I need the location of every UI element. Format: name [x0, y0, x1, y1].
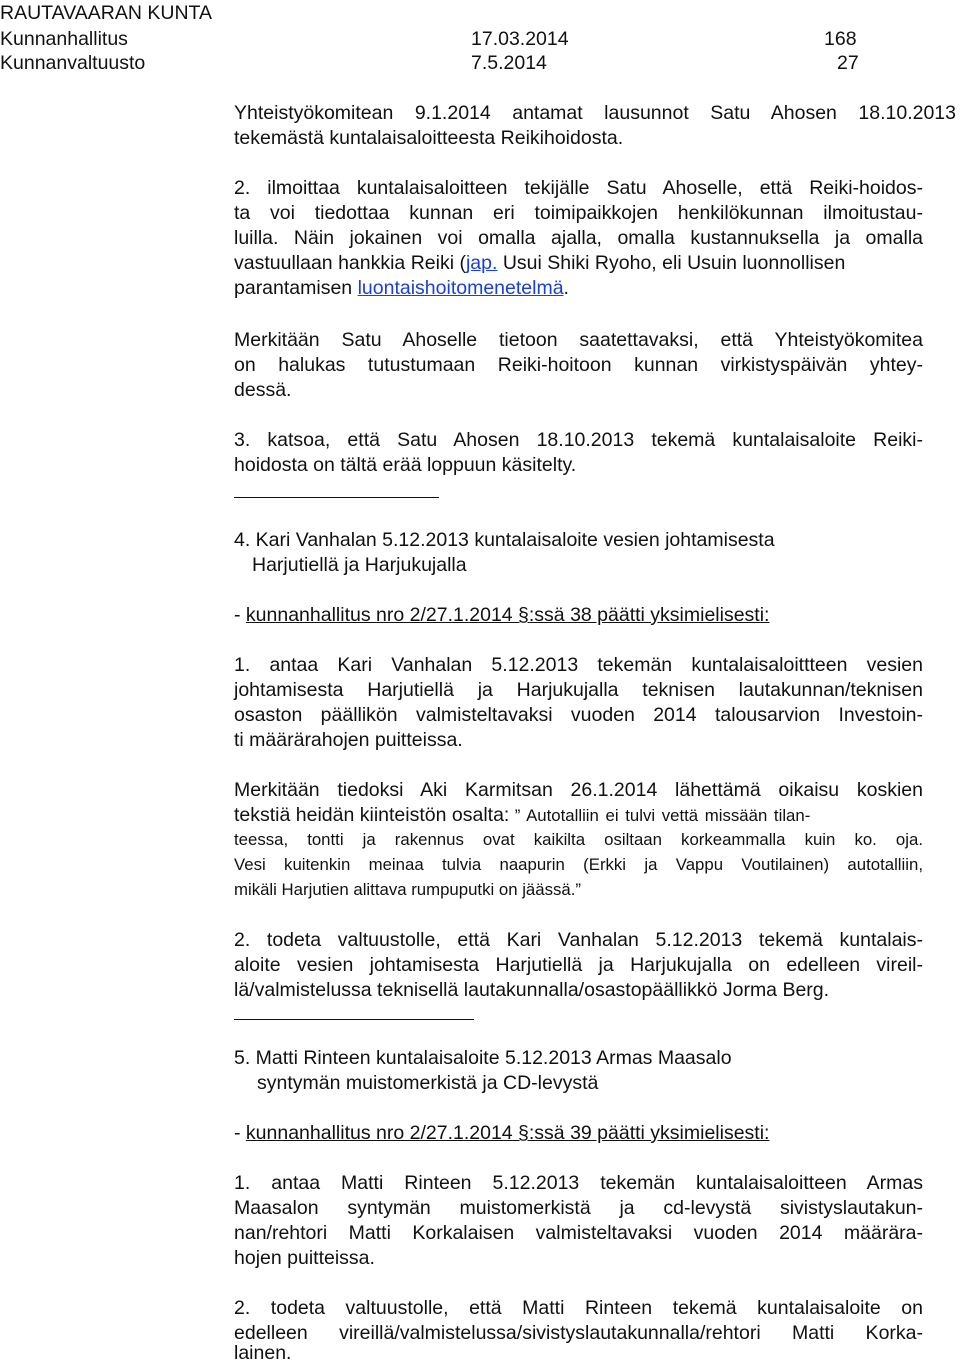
item5-title: syntymän muistomerkistä ja CD-levystä [257, 1072, 599, 1094]
item5-p1-line: Maasalon syntymän muistomerkistä ja cd-levystä sivistyslautakun- [234, 1197, 923, 1219]
jap-link[interactable]: jap. [465, 252, 498, 274]
decision-text: kunnanhallitus nro 2/27.1.2014 §:ssä 38 päätti yksimielisesti: [245, 604, 770, 626]
point2-text: vastuullaan hankkia Reiki ( [234, 252, 466, 274]
item4-title: Harjutiellä ja Harjukujalla [252, 554, 467, 576]
note-text: tekstiä heidän kiinteistön osalta: [234, 804, 515, 826]
header-body-2: Kunnanvaltuusto [0, 52, 146, 74]
item4-p2-line: aloite vesien johtamisesta Harjutiellä ja Harjukujalla on edelleen vireil- [234, 954, 923, 976]
item5-title: 5. Matti Rinteen kuntalaisaloite 5.12.2013 Armas Maasalo [234, 1047, 732, 1069]
item4-p1-line: osaston päällikön valmisteltavaksi vuoden 2014 talousarvion Investoin- [234, 704, 923, 726]
note1-line: Merkitään Satu Ahoselle tietoon saatettavaksi, että Yhteistyökomitea [234, 329, 923, 351]
header-date-2: 7.5.2014 [471, 52, 547, 74]
point2-text: Usui Shiki Ryoho, eli Usuin luonnollisen [497, 252, 846, 274]
item4-note-quote-line: mikäli Harjutien alittava rumpuputki on jäässä.” [234, 880, 581, 899]
point2-line [234, 275, 569, 301]
note1-line: dessä. [234, 379, 292, 401]
item5-p1-line: nan/rehtori Matti Korkalaisen valmisteltavaksi vuoden 2014 määrära- [234, 1222, 923, 1244]
luontaishoitomenetelma-link[interactable]: luontaishoitomenetelmä [357, 277, 564, 299]
item4-decision [234, 602, 769, 628]
note1-line: on halukas tutustumaan Reiki-hoitoon kunnan virkistyspäivän yhtey- [234, 354, 923, 376]
item3-text-line: tekemästä kuntalaisaloitteesta Reikihoidosta. [234, 127, 624, 149]
item4-note-line: Merkitään tiedoksi Aki Karmitsan 26.1.2014 lähettämä oikaisu koskien [234, 779, 923, 801]
item4-title: 4. Kari Vanhalan 5.12.2013 kuntalaisaloite vesien johtamisesta [234, 529, 775, 551]
header-body-1: Kunnanhallitus [0, 28, 128, 50]
item4-p1-line: 1. antaa Kari Vanhalan 5.12.2013 tekemän kuntalaisaloittteen vesien [234, 654, 923, 676]
point2-line: 2. ilmoittaa kuntalaisaloitteen tekijälle Satu Ahoselle, että Reiki-hoidos- [234, 177, 923, 199]
header-date-1: 17.03.2014 [471, 28, 569, 50]
item4-p2-line: 2. todeta valtuustolle, että Kari Vanhalan 5.12.2013 tekemä kuntalais- [234, 929, 923, 951]
item5-p2-line: lainen. [234, 1342, 292, 1364]
item4-p1-line: johtamisesta Harjutiellä ja Harjukujalla teknisen lautakunnan/teknisen [234, 679, 923, 701]
item4-note-quote-line: Vesi kuitenkin meinaa tulvia naapurin (Erkki ja Vappu Voutilainen) autotalliin, [234, 855, 923, 874]
item5-p1-line: hojen puitteissa. [234, 1247, 375, 1269]
item5-p2-line: edelleen vireillä/valmistelussa/sivistyslautakunnalla/rehtori Matti Korka- [234, 1322, 923, 1344]
point3-line: 3. katsoa, että Satu Ahosen 18.10.2013 tekemä kuntalaisaloite Reiki- [234, 429, 923, 451]
point2-text: . [563, 277, 569, 299]
decision-prefix: - [234, 604, 246, 626]
point3-line: hoidosta on tältä erää loppuun käsitelty. [234, 454, 577, 476]
organization-name: RAUTAVAARAN KUNTA [0, 2, 212, 24]
quoted-correction: ” Autotalliin ei tulvi vettä missään tilan- [514, 806, 811, 825]
decision-text: kunnanhallitus nro 2/27.1.2014 §:ssä 39 päätti yksimielisesti: [245, 1122, 770, 1144]
section-divider [234, 1019, 474, 1020]
point2-line: ta voi tiedottaa kunnan eri toimipaikkojen henkilökunnan ilmoitustau- [234, 202, 923, 224]
header-page-1: 168 [824, 28, 857, 50]
point2-line [234, 250, 845, 276]
item5-p2-line: 2. todeta valtuustolle, että Matti Rinteen tekemä kuntalaisaloite on [234, 1297, 923, 1319]
header-page-2: 27 [837, 52, 859, 74]
item3-text-line: Yhteistyökomitean 9.1.2014 antamat lausunnot Satu Ahosen 18.10.2013 [234, 102, 956, 124]
item5-p1-line: 1. antaa Matti Rinteen 5.12.2013 tekemän kuntalaisaloitteen Armas [234, 1172, 923, 1194]
item4-p2-line: lä/valmistelussa teknisellä lautakunnalla/osastopäällikkö Jorma Berg. [234, 979, 830, 1001]
decision-prefix: - [234, 1122, 246, 1144]
section-divider [234, 497, 439, 498]
item4-p1-line: ti määrärahojen puitteissa. [234, 729, 463, 751]
point2-text: parantamisen [234, 277, 358, 299]
item4-note-quote-line: teessa, tontti ja rakennus ovat kaikilta osiltaan korkeammalla kuin ko. oja. [234, 830, 923, 849]
item5-decision [234, 1120, 769, 1146]
point2-line: luilla. Näin jokainen voi omalla ajalla, omalla kustannuksella ja omalla [234, 227, 923, 249]
item4-note-line [234, 802, 923, 828]
